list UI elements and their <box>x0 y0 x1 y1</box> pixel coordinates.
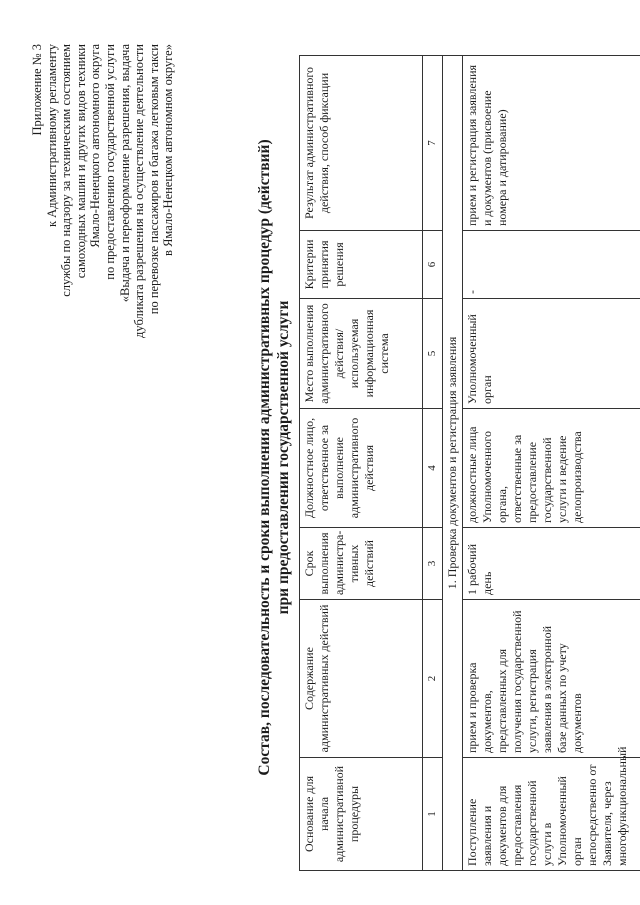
procedures-table <box>299 55 640 871</box>
appendix-line: дубликата разрешения на осуществление деятельности <box>132 44 147 338</box>
section-title: 1. Проверка документов и регистрация заявления <box>443 56 463 871</box>
term-cell: 1 рабочий день <box>463 528 640 600</box>
column-number: 4 <box>423 409 443 528</box>
appendix-line: самоходных машин и других видов техники <box>73 44 88 279</box>
appendix-header <box>30 44 176 484</box>
column-header: Должностное лицо, ответственное за выполнение административного действия <box>300 409 423 528</box>
table-header-row <box>300 56 423 871</box>
official-cell: должностные лица Уполномоченного органа, ответственные за предоставление государственной услуги и ведение делопроизводства <box>463 409 640 528</box>
content-cell: прием и проверка документов, представленных для получения государственной услуги, регистрация заявления в электронной базе данных по учету документов <box>463 600 640 758</box>
appendix-line: по перевозке пассажиров и багажа легковым такси <box>146 44 161 315</box>
result-cell: прием и регистрация заявления и документов (присвоение номера и датирование) <box>463 56 640 231</box>
column-header: Содержание административных действий <box>300 600 423 758</box>
appendix-line: Ямало-Ненецкого автономного округа <box>88 44 103 248</box>
criteria-cell: - <box>463 231 640 299</box>
column-number: 5 <box>423 299 443 409</box>
title-line: Состав, последовательность и сроки выполнения административных процедур (действий) <box>256 139 273 776</box>
appendix-line: по предоставлению государственной услуги <box>102 44 117 280</box>
column-number: 3 <box>423 528 443 600</box>
table-row <box>463 56 640 871</box>
appendix-line: в Ямало-Ненецком автономном округе» <box>161 44 176 256</box>
appendix-line: службы по надзору за техническим состоянием <box>59 44 74 297</box>
column-header: Результат административного действия, способ фиксации <box>300 56 423 231</box>
basis-cell: Поступление заявления и документов для предоставления государственной услуги в Уполномоченный орган непосредственно от Заявителя, через многофункциональный <box>463 758 640 871</box>
column-header: Срок выполнения администра-тивных действий <box>300 528 423 600</box>
document-title <box>255 40 293 875</box>
place-cell: Уполномоченный орган <box>463 299 640 409</box>
column-header: Место выполнения административного действия/ используемая информационная система <box>300 299 423 409</box>
column-number: 6 <box>423 231 443 299</box>
appendix-line: «Выдача и переоформление разрешения, выдача <box>117 44 132 303</box>
column-number: 7 <box>423 56 443 231</box>
section-row <box>443 56 463 871</box>
column-header: Основание для начала административной процедуры <box>300 758 423 871</box>
appendix-line: к Административному регламенту <box>44 44 59 228</box>
appendix-line: Приложение № 3 <box>30 44 44 136</box>
column-number: 2 <box>423 600 443 758</box>
column-number: 1 <box>423 758 443 871</box>
column-header: Критерии принятия решения <box>300 231 423 299</box>
title-line: при предоставлении государственной услуги <box>275 300 292 615</box>
column-number-row <box>423 56 443 871</box>
